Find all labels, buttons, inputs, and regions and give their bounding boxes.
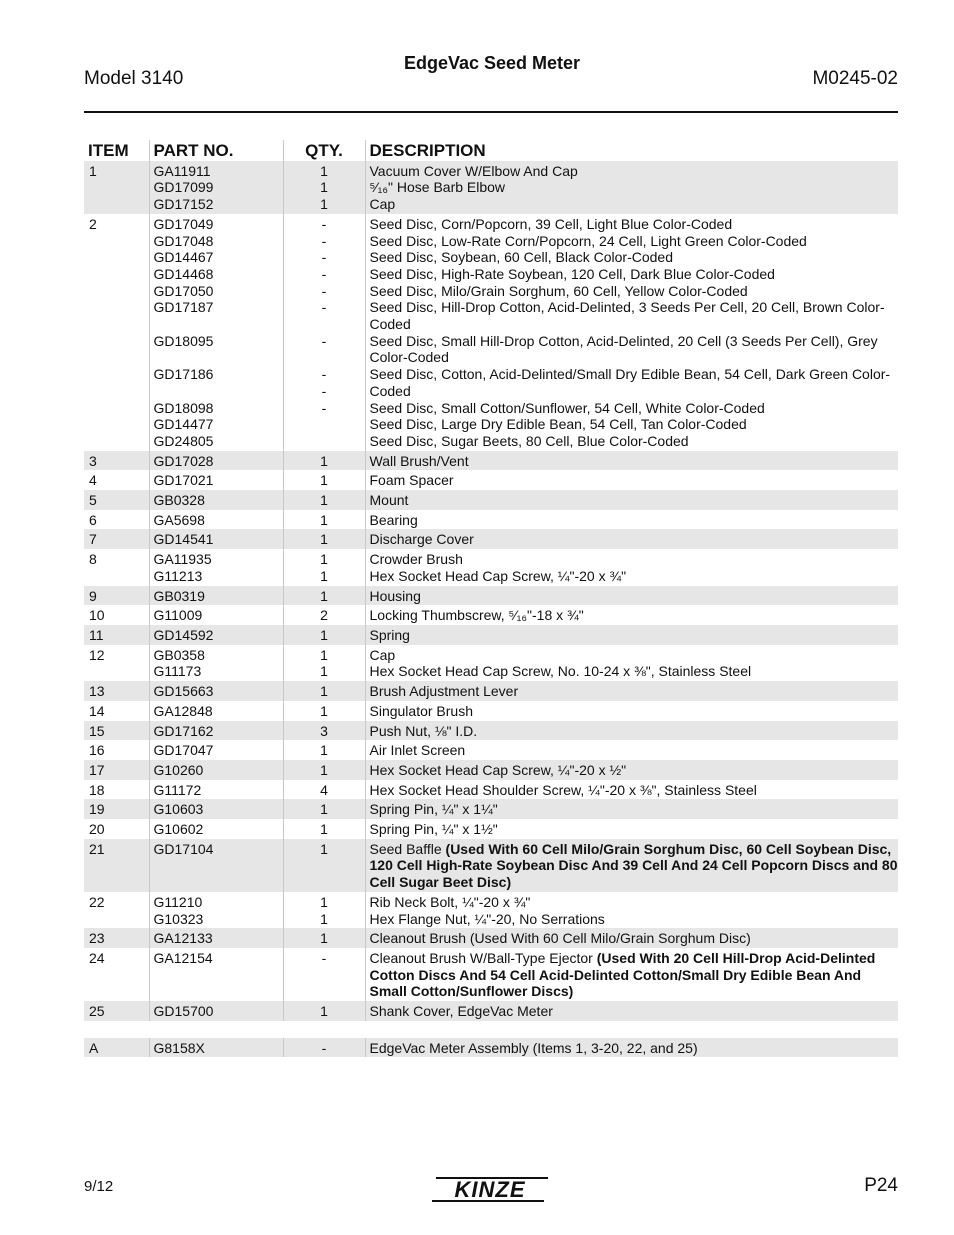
part-number: G10603 bbox=[153, 801, 204, 818]
description: EdgeVac Meter Assembly (Items 1, 3-20, 22, and 25) bbox=[369, 1039, 698, 1056]
part-number: GD17049 bbox=[153, 215, 214, 232]
header-divider bbox=[84, 111, 898, 113]
table-row bbox=[84, 681, 898, 701]
quantity: 1 bbox=[320, 179, 328, 196]
table-row bbox=[84, 451, 898, 471]
quantity bbox=[284, 316, 365, 333]
description: Brush Adjustment Lever bbox=[369, 683, 519, 700]
quantity: - bbox=[321, 332, 327, 349]
quantity-cell bbox=[283, 892, 365, 928]
table-spacer-row bbox=[84, 1021, 898, 1038]
quantity: 1 bbox=[320, 742, 328, 759]
quantity-cell bbox=[283, 928, 365, 948]
table-row bbox=[84, 760, 898, 780]
quantity: 1 bbox=[320, 702, 328, 719]
part-number: GD17048 bbox=[153, 232, 214, 249]
part-number-cell bbox=[149, 681, 283, 701]
part-number: G11213 bbox=[153, 567, 203, 584]
part-number-cell bbox=[149, 645, 283, 681]
description-cell bbox=[365, 740, 898, 760]
part-number bbox=[154, 316, 283, 333]
description-cell bbox=[365, 625, 898, 645]
table-row bbox=[84, 645, 898, 681]
item-number: 3 bbox=[84, 451, 149, 471]
description: Crowder Brush bbox=[369, 551, 463, 568]
description: Seed Disc, Low-Rate Corn/Popcorn, 24 Cell, Light Green Color-Coded bbox=[369, 232, 807, 249]
description: Wall Brush/Vent bbox=[369, 452, 469, 469]
description: Seed Disc, Soybean, 60 Cell, Black Color-Coded bbox=[369, 249, 673, 266]
part-number: G8158X bbox=[153, 1039, 205, 1056]
part-number: GD17187 bbox=[153, 299, 214, 316]
quantity-cell bbox=[283, 451, 365, 471]
item-number: 19 bbox=[84, 799, 149, 819]
description-cell bbox=[365, 799, 898, 819]
part-number: GD17028 bbox=[153, 452, 214, 469]
description: Push Nut, ⅛" I.D. bbox=[369, 722, 478, 739]
part-number-cell bbox=[149, 839, 283, 892]
part-number: GD17021 bbox=[153, 472, 214, 489]
quantity-cell bbox=[283, 161, 365, 214]
quantity: - bbox=[321, 399, 327, 416]
quantity-cell bbox=[283, 839, 365, 892]
kinze-logo bbox=[430, 1174, 550, 1204]
description: Color-Coded bbox=[369, 349, 449, 366]
parts-table-body bbox=[84, 161, 898, 1058]
quantity: 1 bbox=[320, 531, 328, 548]
part-number-cell bbox=[149, 780, 283, 800]
description: Seed Disc, Sugar Beets, 80 Cell, Blue Color-Coded bbox=[369, 432, 689, 449]
table-row bbox=[84, 948, 898, 1001]
description-cell bbox=[365, 586, 898, 606]
table-row bbox=[84, 490, 898, 510]
description-cell bbox=[365, 892, 898, 928]
description: Hex Socket Head Cap Screw, No. 10-24 x ⅜", Stainless Steel bbox=[369, 663, 752, 680]
part-number: G11009 bbox=[153, 607, 203, 624]
quantity: 1 bbox=[320, 196, 328, 213]
description-cell bbox=[365, 928, 898, 948]
description: Seed Disc, Large Dry Edible Bean, 54 Cell, Tan Color-Coded bbox=[369, 416, 747, 433]
part-number-cell bbox=[149, 586, 283, 606]
document-code: M0245-02 bbox=[812, 68, 898, 89]
part-number: GB0319 bbox=[153, 587, 205, 604]
part-number: GA12133 bbox=[153, 930, 213, 947]
part-number: GD14468 bbox=[153, 265, 214, 282]
description-note: (Used With 20 Cell Hill-Drop Acid-Delinted Cotton Discs And 54 Cell Acid-Delinted Cotton/Small Dry Edible Bean And Small Cotton/Sunflower Discs) bbox=[369, 949, 876, 1000]
quantity: 4 bbox=[320, 781, 328, 798]
part-number-cell bbox=[149, 510, 283, 530]
description-cell bbox=[365, 839, 898, 892]
part-number: GD14467 bbox=[153, 249, 214, 266]
part-number: G11210 bbox=[153, 893, 203, 910]
description-cell bbox=[365, 470, 898, 490]
description: Mount bbox=[369, 492, 409, 509]
quantity-cell bbox=[283, 721, 365, 741]
part-number: GD14477 bbox=[153, 416, 214, 433]
quantity-cell bbox=[283, 1038, 365, 1058]
description-cell bbox=[365, 1001, 898, 1021]
part-number: GA5698 bbox=[153, 511, 205, 528]
item-number: 15 bbox=[84, 721, 149, 741]
item-number: 6 bbox=[89, 511, 97, 528]
svg-text:KINZE: KINZE bbox=[454, 1177, 526, 1202]
quantity: 1 bbox=[320, 472, 328, 489]
page-number: P24 bbox=[864, 1175, 898, 1196]
quantity-cell bbox=[283, 948, 365, 1001]
quantity-cell bbox=[283, 214, 365, 451]
part-number-cell bbox=[149, 625, 283, 645]
part-number: GD24805 bbox=[153, 432, 214, 449]
item-number: 23 bbox=[84, 928, 149, 948]
part-number: GD14592 bbox=[153, 626, 214, 643]
item-number: 13 bbox=[84, 681, 149, 701]
part-number: GD15700 bbox=[153, 1003, 214, 1020]
part-number-cell bbox=[149, 451, 283, 471]
description: Discharge Cover bbox=[369, 531, 474, 548]
table-row bbox=[84, 780, 898, 800]
description: ⁵⁄₁₆" Hose Barb Elbow bbox=[369, 179, 506, 196]
quantity bbox=[284, 416, 365, 433]
revision-date: 9/12 bbox=[84, 1178, 114, 1195]
quantity: - bbox=[321, 265, 327, 282]
description: Locking Thumbscrew, ⁵⁄₁₆"-18 x ¾" bbox=[369, 607, 584, 624]
table-row bbox=[84, 214, 898, 451]
table-row bbox=[84, 701, 898, 721]
description: Singulator Brush bbox=[369, 702, 474, 719]
quantity: 1 bbox=[320, 1003, 328, 1020]
table-row bbox=[84, 1001, 898, 1021]
quantity: - bbox=[321, 249, 327, 266]
description-cell bbox=[365, 510, 898, 530]
description: Seed Disc, Cotton, Acid-Delinted/Small Dry Edible Bean, 54 Cell, Dark Green Color- bbox=[369, 366, 891, 383]
parts-table bbox=[84, 140, 898, 1057]
table-row bbox=[84, 819, 898, 839]
description: Seed Disc, High-Rate Soybean, 120 Cell, Dark Blue Color-Coded bbox=[369, 265, 775, 282]
quantity: 2 bbox=[320, 607, 328, 624]
page-title: EdgeVac Seed Meter bbox=[403, 53, 581, 73]
item-number: 7 bbox=[84, 529, 149, 549]
part-number-cell bbox=[149, 605, 283, 625]
item-number: 10 bbox=[89, 607, 105, 624]
table-row bbox=[84, 605, 898, 625]
description: Rib Neck Bolt, ¼"-20 x ¾" bbox=[369, 893, 531, 910]
item-number: 4 bbox=[89, 472, 97, 489]
part-number: G10323 bbox=[153, 910, 204, 927]
quantity-cell bbox=[283, 1001, 365, 1021]
description-cell bbox=[365, 451, 898, 471]
description: Hex Flange Nut, ¼"-20, No Serrations bbox=[369, 910, 605, 927]
description-cell bbox=[365, 760, 898, 780]
part-number: GD18098 bbox=[153, 399, 214, 416]
part-number: GD17099 bbox=[153, 179, 214, 196]
part-number-cell bbox=[149, 928, 283, 948]
quantity-cell bbox=[283, 819, 365, 839]
quantity: 1 bbox=[320, 626, 328, 643]
description-cell bbox=[365, 721, 898, 741]
table-row bbox=[84, 470, 898, 490]
part-number: G10260 bbox=[153, 761, 204, 778]
item-number: 8 bbox=[89, 551, 97, 568]
description-cell bbox=[365, 529, 898, 549]
quantity: 1 bbox=[320, 567, 328, 584]
part-number: GA12154 bbox=[153, 949, 213, 966]
column-header-part-no: PART NO. bbox=[149, 140, 283, 161]
part-number: GD17047 bbox=[153, 742, 214, 759]
part-number-cell bbox=[149, 490, 283, 510]
description: Hex Socket Head Cap Screw, ¼"-20 x ¾" bbox=[369, 567, 627, 584]
quantity: - bbox=[321, 282, 327, 299]
description-cell bbox=[365, 1038, 898, 1058]
quantity-cell bbox=[283, 470, 365, 490]
part-number-cell bbox=[149, 948, 283, 1001]
description-cell bbox=[365, 214, 898, 451]
quantity-cell bbox=[283, 625, 365, 645]
item-number: 11 bbox=[84, 625, 149, 645]
quantity bbox=[284, 433, 365, 450]
item-number: 12 bbox=[89, 646, 105, 663]
quantity-cell bbox=[283, 701, 365, 721]
part-number-cell bbox=[149, 529, 283, 549]
quantity: - bbox=[321, 299, 327, 316]
quantity: 1 bbox=[320, 893, 328, 910]
description-cell bbox=[365, 161, 898, 214]
description-note: (Used With 60 Cell Milo/Grain Sorghum Disc, 60 Cell Soybean Disc, 120 Cell High-Rate Soybean Disc And 39 Cell And 24 Cell Popcorn Discs and 80 Cell Sugar Beet Disc) bbox=[369, 840, 898, 891]
part-number-cell bbox=[149, 470, 283, 490]
quantity: 1 bbox=[320, 587, 328, 604]
item-number: 14 bbox=[89, 702, 105, 719]
part-number: GB0358 bbox=[153, 646, 205, 663]
item-number: 5 bbox=[84, 490, 149, 510]
item-number: 20 bbox=[89, 821, 105, 838]
quantity: 1 bbox=[320, 910, 328, 927]
description-cell bbox=[365, 681, 898, 701]
item-number: 1 bbox=[84, 161, 149, 214]
part-number: GD17186 bbox=[153, 366, 214, 383]
table-row bbox=[84, 1038, 898, 1058]
part-number: GD17152 bbox=[153, 196, 214, 213]
quantity: - bbox=[321, 215, 327, 232]
quantity-cell bbox=[283, 681, 365, 701]
quantity: - bbox=[321, 382, 327, 399]
part-number-cell bbox=[149, 214, 283, 451]
quantity: 1 bbox=[320, 663, 328, 680]
description: Seed Disc, Small Cotton/Sunflower, 54 Cell, White Color-Coded bbox=[369, 399, 765, 416]
part-number-cell bbox=[149, 760, 283, 780]
part-number-cell bbox=[149, 549, 283, 585]
quantity: 1 bbox=[320, 162, 328, 179]
description: Hex Socket Head Shoulder Screw, ¼"-20 x ⅜", Stainless Steel bbox=[369, 781, 757, 798]
description: Coded bbox=[369, 316, 411, 333]
part-number: GD17104 bbox=[153, 840, 214, 857]
description: Seed Baffle bbox=[369, 840, 446, 857]
table-row bbox=[84, 799, 898, 819]
model-label: Model 3140 bbox=[84, 68, 184, 89]
table-row bbox=[84, 549, 898, 585]
part-number-cell bbox=[149, 892, 283, 928]
part-number-cell bbox=[149, 161, 283, 214]
part-number: G11173 bbox=[153, 663, 202, 680]
quantity: 1 bbox=[320, 452, 328, 469]
item-number: A bbox=[84, 1038, 149, 1058]
description-cell bbox=[365, 948, 898, 1001]
description: Cleanout Brush (Used With 60 Cell Milo/Grain Sorghum Disc) bbox=[369, 930, 751, 947]
quantity-cell bbox=[283, 605, 365, 625]
table-row bbox=[84, 892, 898, 928]
description: Vacuum Cover W/Elbow And Cap bbox=[369, 162, 578, 179]
part-number: GA12848 bbox=[153, 702, 213, 719]
description-cell bbox=[365, 645, 898, 681]
quantity: - bbox=[321, 366, 327, 383]
quantity-cell bbox=[283, 760, 365, 780]
table-row bbox=[84, 586, 898, 606]
part-number: GD17050 bbox=[153, 282, 214, 299]
part-number: GD15663 bbox=[153, 683, 214, 700]
quantity: 1 bbox=[320, 930, 328, 947]
description: Shank Cover, EdgeVac Meter bbox=[369, 1003, 553, 1020]
quantity: 1 bbox=[320, 801, 328, 818]
table-row bbox=[84, 625, 898, 645]
description: Hex Socket Head Cap Screw, ¼"-20 x ½" bbox=[369, 761, 627, 778]
item-number: 17 bbox=[84, 760, 149, 780]
table-header-row bbox=[84, 140, 898, 161]
item-number: 25 bbox=[84, 1001, 149, 1021]
quantity-cell bbox=[283, 490, 365, 510]
column-header-description: DESCRIPTION bbox=[365, 140, 898, 161]
item-number: 21 bbox=[84, 839, 149, 892]
quantity: 3 bbox=[320, 722, 328, 739]
description: Air Inlet Screen bbox=[369, 742, 466, 759]
description: Coded bbox=[369, 382, 411, 399]
table-row bbox=[84, 510, 898, 530]
item-number: 2 bbox=[89, 215, 97, 232]
quantity-cell bbox=[283, 586, 365, 606]
quantity: - bbox=[321, 949, 327, 966]
description: Foam Spacer bbox=[369, 472, 454, 489]
part-number-cell bbox=[149, 1001, 283, 1021]
quantity: 1 bbox=[320, 551, 328, 568]
table-row bbox=[84, 529, 898, 549]
description-cell bbox=[365, 780, 898, 800]
quantity-cell bbox=[283, 740, 365, 760]
table-row bbox=[84, 740, 898, 760]
description: Cap bbox=[369, 196, 396, 213]
quantity: 1 bbox=[320, 683, 328, 700]
description-cell bbox=[365, 605, 898, 625]
part-number-cell bbox=[149, 740, 283, 760]
item-number: 22 bbox=[89, 893, 105, 910]
description: Seed Disc, Hill-Drop Cotton, Acid-Delinted, 3 Seeds Per Cell, 20 Cell, Brown Color- bbox=[369, 299, 885, 316]
description: Bearing bbox=[369, 511, 418, 528]
item-number: 16 bbox=[89, 742, 105, 759]
quantity: - bbox=[321, 1039, 327, 1056]
part-number-cell bbox=[149, 721, 283, 741]
part-number-cell bbox=[149, 799, 283, 819]
quantity-cell bbox=[283, 645, 365, 681]
part-number: GD14541 bbox=[153, 531, 214, 548]
column-header-item: ITEM bbox=[88, 141, 129, 160]
description: Spring Pin, ¼" x 1¼" bbox=[369, 801, 498, 818]
quantity: - bbox=[321, 232, 327, 249]
table-row bbox=[84, 839, 898, 892]
quantity: 1 bbox=[320, 511, 328, 528]
description-cell bbox=[365, 819, 898, 839]
quantity-cell bbox=[283, 780, 365, 800]
part-number bbox=[154, 383, 283, 400]
part-number: G11172 bbox=[153, 781, 202, 798]
description: Spring Pin, ¼" x 1½" bbox=[369, 821, 498, 838]
quantity: 1 bbox=[320, 821, 328, 838]
description-cell bbox=[365, 549, 898, 585]
quantity: 1 bbox=[320, 646, 328, 663]
item-number: 24 bbox=[89, 949, 105, 966]
item-number: 18 bbox=[89, 781, 105, 798]
quantity-cell bbox=[283, 799, 365, 819]
part-number: GA11935 bbox=[153, 551, 212, 568]
description: Cleanout Brush W/Ball-Type Ejector bbox=[369, 949, 597, 966]
part-number bbox=[154, 349, 283, 366]
quantity: 1 bbox=[320, 840, 328, 857]
quantity-cell bbox=[283, 549, 365, 585]
part-number: G10602 bbox=[153, 821, 204, 838]
quantity-cell bbox=[283, 529, 365, 549]
part-number-cell bbox=[149, 819, 283, 839]
column-header-qty: QTY. bbox=[283, 140, 365, 161]
quantity: 1 bbox=[320, 492, 328, 509]
part-number: GD17162 bbox=[153, 722, 214, 739]
quantity bbox=[284, 349, 365, 366]
description: Seed Disc, Small Hill-Drop Cotton, Acid-Delinted, 20 Cell (3 Seeds Per Cell), Grey bbox=[369, 332, 878, 349]
quantity: 1 bbox=[320, 761, 328, 778]
item-number: 9 bbox=[84, 586, 149, 606]
part-number-cell bbox=[149, 701, 283, 721]
part-number: GB0328 bbox=[153, 492, 205, 509]
part-number: GD18095 bbox=[153, 332, 214, 349]
quantity-cell bbox=[283, 510, 365, 530]
description-cell bbox=[365, 490, 898, 510]
part-number-cell bbox=[149, 1038, 283, 1058]
table-row bbox=[84, 161, 898, 214]
part-number: GA11911 bbox=[153, 162, 211, 179]
table-row bbox=[84, 721, 898, 741]
description: Cap bbox=[369, 646, 396, 663]
description: Seed Disc, Milo/Grain Sorghum, 60 Cell, Yellow Color-Coded bbox=[369, 282, 748, 299]
description: Housing bbox=[369, 587, 421, 604]
description-cell bbox=[365, 701, 898, 721]
table-row bbox=[84, 928, 898, 948]
description: Seed Disc, Corn/Popcorn, 39 Cell, Light Blue Color-Coded bbox=[369, 215, 733, 232]
description: Spring bbox=[369, 626, 410, 643]
